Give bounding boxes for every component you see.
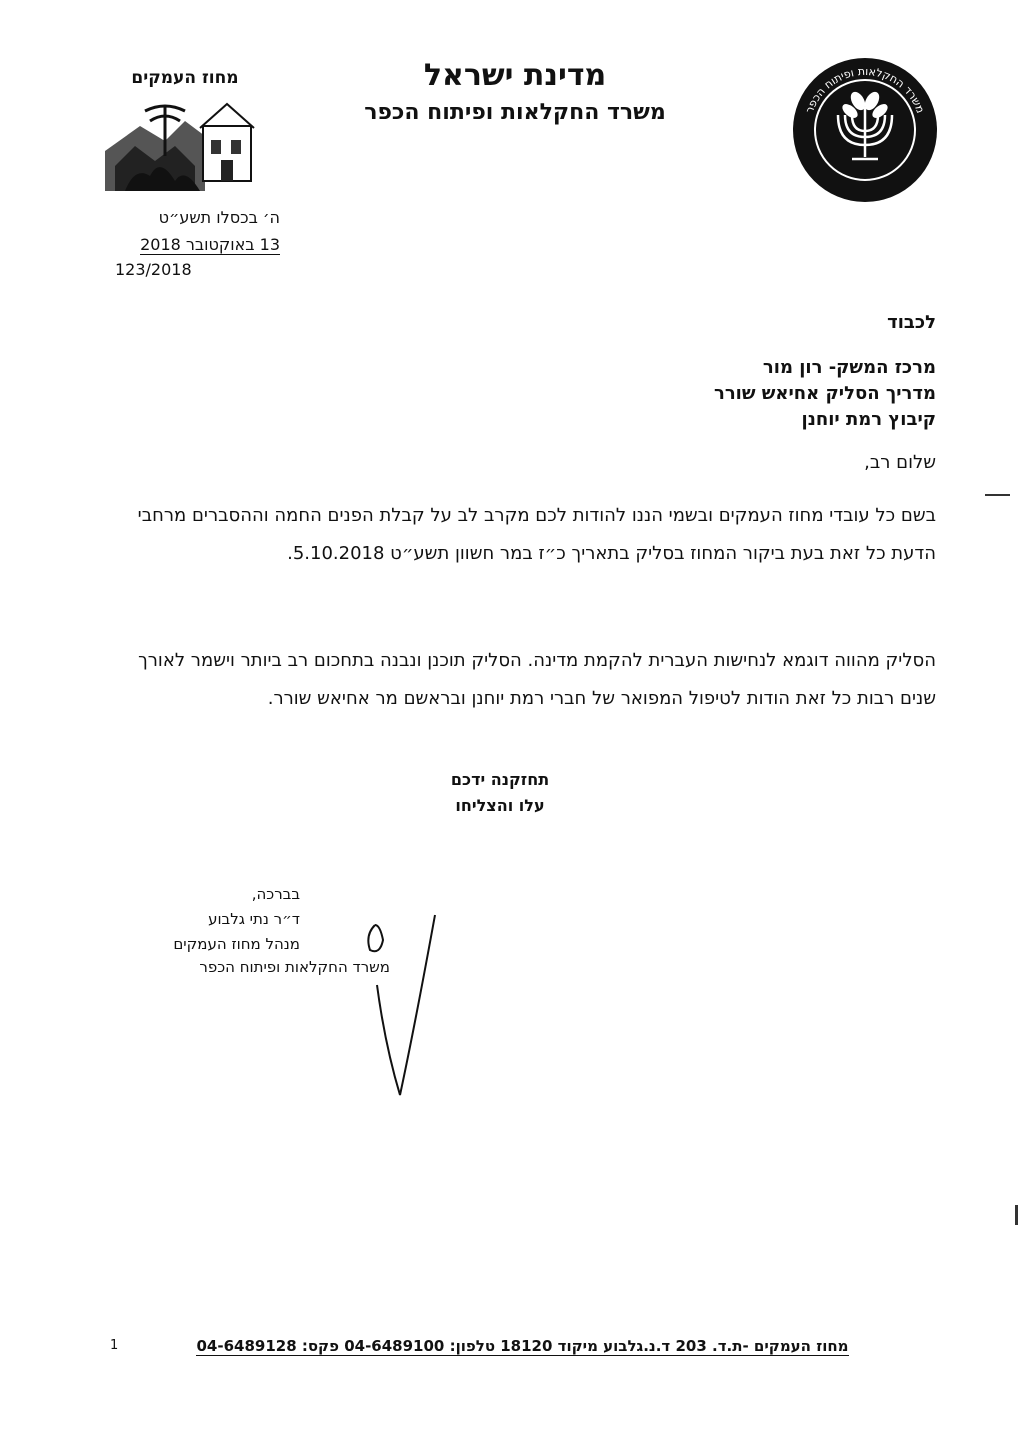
scan-mark: [985, 494, 1010, 496]
salutation-to: לכבוד: [887, 312, 936, 333]
signatory-title: מנהל מחוז העמקים: [173, 935, 300, 953]
svg-text:משרד החקלאות ופיתוח הכפר: משרד החקלאות ופיתוח הכפר: [802, 64, 928, 115]
body-paragraph-2: הסליק מהווה דוגמא לנחישות העברית להקמת מדינה. הסליק תוכנן ונבנה בתחכום רב ביותר וישמר לאורך שנים רבות כל זאת הודות לטיפול המפואר של חברי רמת יוחנן ובראשם מר אחיאש שורר.: [138, 650, 936, 709]
closing-line-2: עלו והצליחו: [455, 796, 545, 815]
district-illustration: [105, 96, 255, 191]
scan-mark: [1015, 1205, 1018, 1225]
signatory-organization: משרד החקלאות ופיתוח הכפר: [199, 958, 390, 976]
recipient-line-1: מרכז המשק- רון מור: [762, 357, 936, 378]
recipient-line-3: קיבוץ רמת יוחנן: [801, 409, 936, 430]
recipient-line-2: מדריך הסליק אחיאש שורר: [713, 383, 936, 404]
signature-regards: בברכה,: [251, 885, 300, 903]
footer-contact: מחוז העמקים -ת.ד. 203 ד.נ.גלבוע מיקוד 18120 טלפון: 04-6489100 פקס: 04-6489128: [196, 1337, 849, 1355]
handwritten-signature: [355, 905, 465, 1105]
ministry-title: משרד החקלאות ופיתוח הכפר: [364, 100, 666, 125]
body-paragraph-1: בשם כל עובדי מחוז העמקים ובשמי הננו להודות לכם מקרב לב על קבלת הפנים החמה וההסברים מרחבי הדעת כל זאת בעת ביקור המחוז בסליק בתאריך כ״ז במר חשוון תשע״ט 5.10.2018.: [137, 505, 936, 564]
page-number: 1: [110, 1338, 119, 1353]
state-title: מדינת ישראל: [423, 58, 607, 93]
district-label: מחוז העמקים: [131, 68, 239, 88]
gregorian-date: 13 באוקטובר 2018: [140, 235, 280, 254]
closing-line-1: תחזקנה ידכם: [450, 770, 550, 789]
greeting: שלום רב,: [864, 452, 936, 473]
hebrew-date: ה׳ בכסלו תשע״ט: [158, 208, 280, 227]
signatory-name: ד״ר נתי גלבוע: [208, 910, 300, 928]
ministry-emblem: [790, 55, 940, 205]
reference-number: 123/2018: [115, 260, 192, 279]
